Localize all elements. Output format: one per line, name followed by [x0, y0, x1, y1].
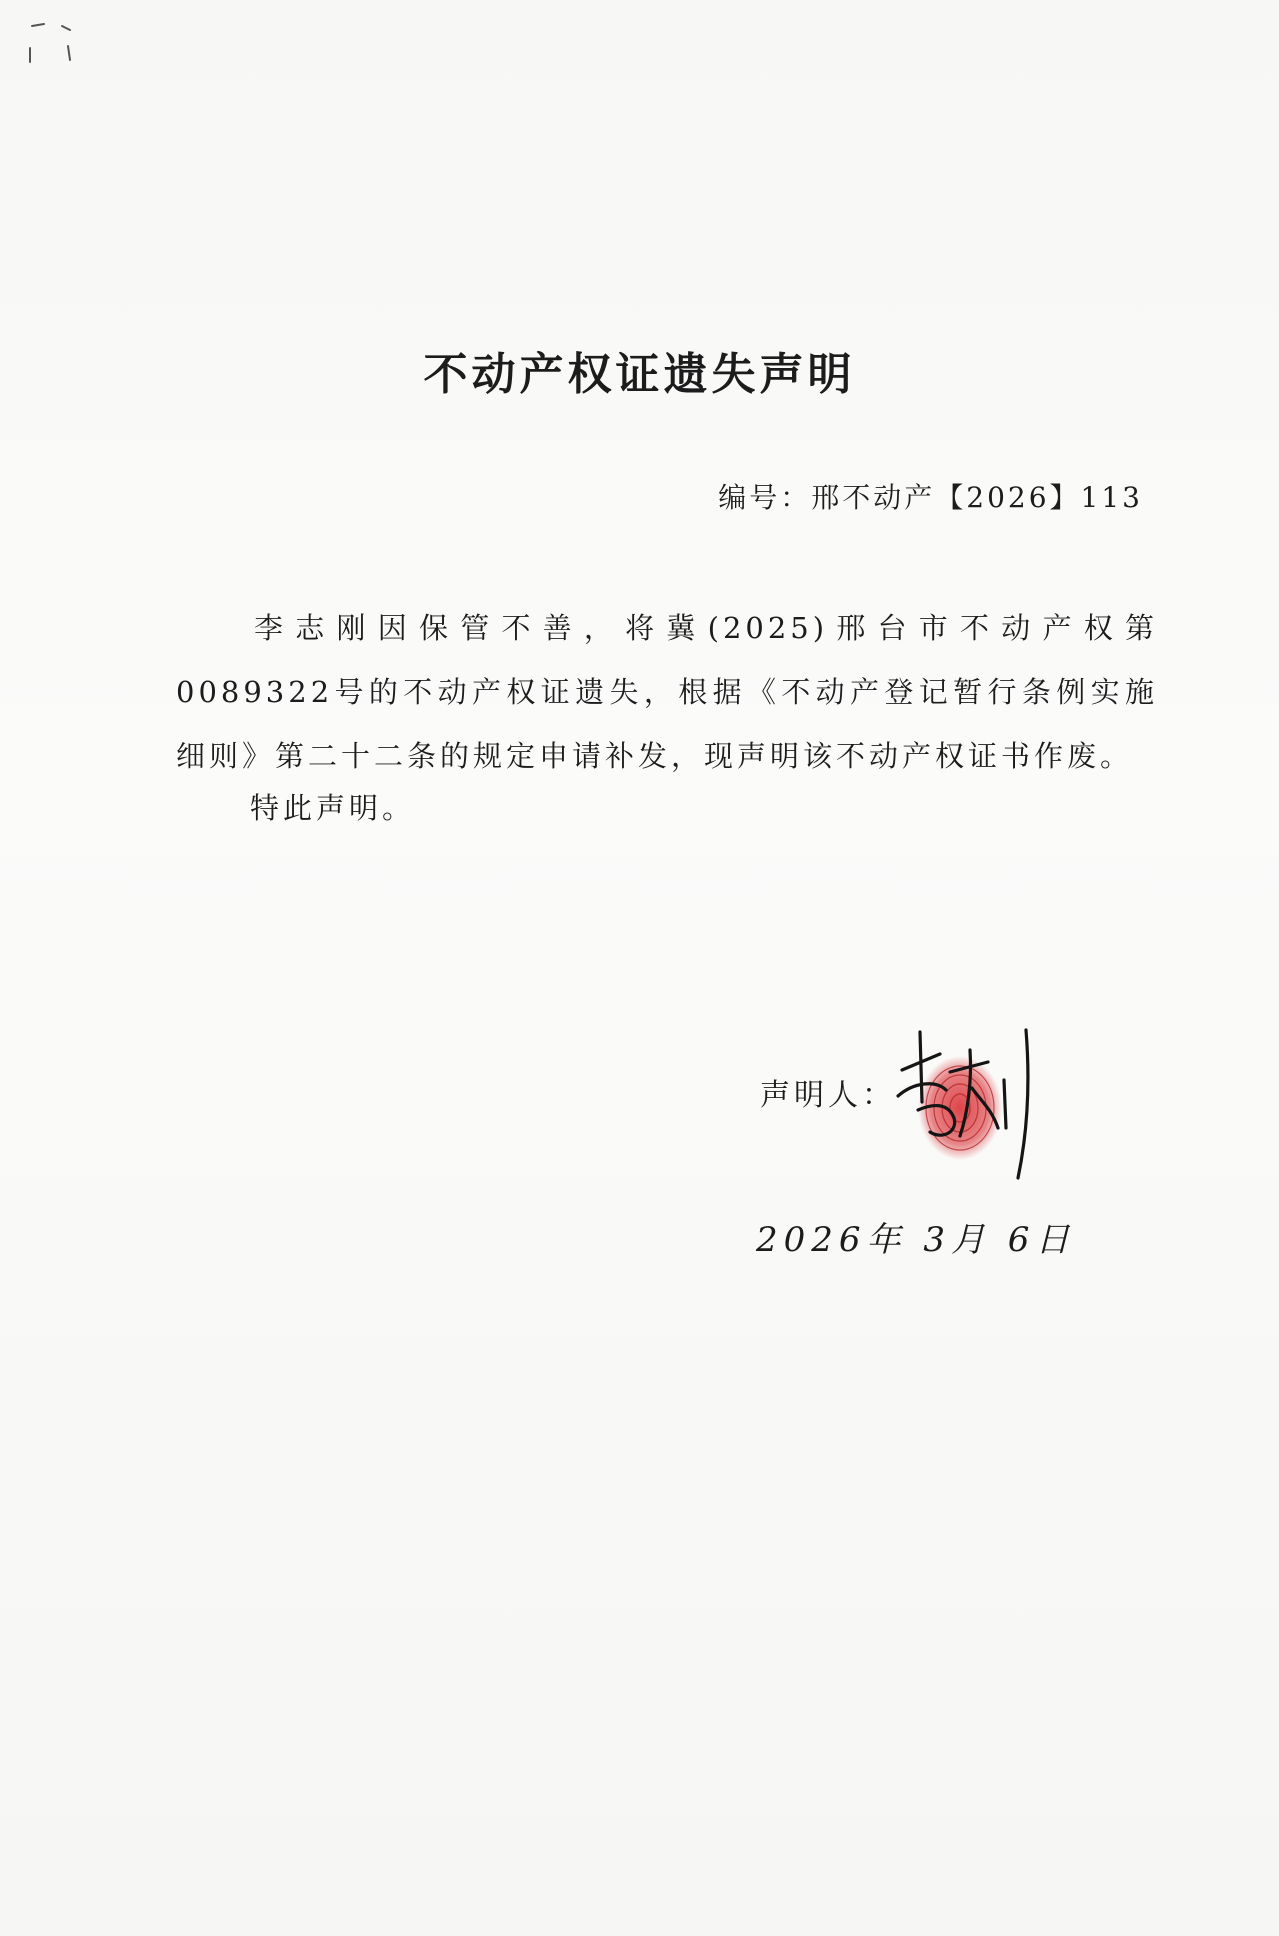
declarant-label: 声明人： [760, 1078, 896, 1113]
declaration-date: 2026年 3月 6日 [756, 1220, 1076, 1260]
document-title: 不动产权证遗失声明 [423, 349, 856, 400]
signature-with-fingerprint [880, 1010, 1060, 1190]
declaration-body: 李志刚因保管不善，将冀(2025)邢台市不动产权第0089322号的不动产权证遗失，根据《不动产登记暂行条例实施细则》第二十二条的规定申请补发，现声明该不动产权证书作废。 [176, 611, 1158, 773]
closing-statement: 特此声明。 [250, 791, 416, 825]
document-number: 编号：邢不动产【2026】113 [718, 481, 1143, 514]
corner-mark [22, 18, 78, 74]
